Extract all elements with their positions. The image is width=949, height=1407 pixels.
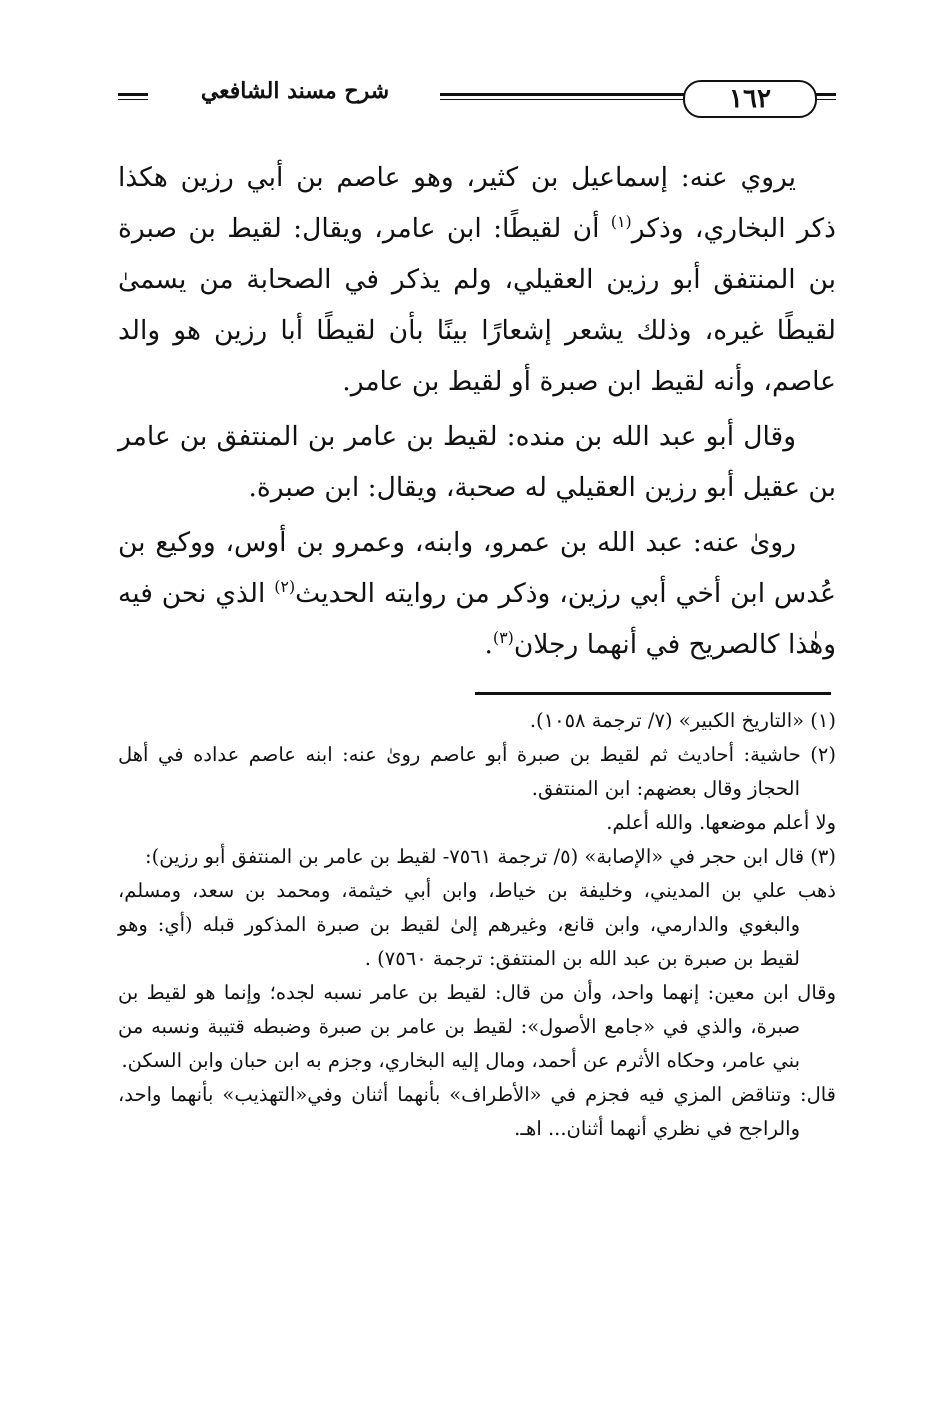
paragraph-text: أن لقيطًا: ابن عامر، ويقال: لقيط بن صبرة بن المنتفق أبو رزين العقيلي، ولم يذكر في الصحابة من يسمىٰ لقيطًا غيره، وذلك يشعر إشعارًا بينًا بأن لقيطًا أبا رزين هو والد عاصم، وأنه لقيط ابن صبرة أو لقيط بن عامر. (118, 213, 836, 397)
footnote-3-para: قال: وتناقض المزي فيه فجزم في «الأطراف» بأنهما أثنان وفي«التهذيب» بأنهما واحد، والراجح في نظري أنهما أثنان... اهـ. (118, 1083, 836, 1140)
paragraph (118, 517, 836, 670)
footnote-2: (٢) حاشية: أحاديث ثم لقيط بن صبرة أبو عاصم رویٰ عنه: ابنه عاصم عداده في أهل الحجاز وقال بعضهم: ابن المنتفق. (118, 743, 836, 800)
footnote-3-para: ذهب علي بن المديني، وخليفة بن خياط، وابن أبي خيثمة، ومحمد بن سعد، ومسلم، والبغوي والدارمي، وابن قانع، وغيرهم إلىٰ لقيط بن صبرة المذكور قبله (أي: وهو لقيط بن صبرة بن عبد الله بن المنتفق: ترجمة ٧٥٦٠) . (118, 879, 836, 970)
footnote-marker: (٣) (492, 628, 514, 648)
paragraph-text: يروي عنه: إسماعيل بن كثير، وهو عاصم بن أبي رزين هكذا ذكر البخاري، وذكر (118, 162, 836, 244)
footnote-marker: (١) (610, 212, 632, 232)
main-text (118, 152, 836, 670)
running-title: شرح مسند الشافعي (200, 78, 390, 104)
paragraph (118, 152, 836, 407)
footnote-1: (١) «التاريخ الكبير» (٧/ ترجمة ١٠٥٨). (529, 709, 836, 732)
page-number: ١٦٢ (683, 80, 817, 118)
footnote-2-note: ولا أعلم موضعها. والله أعلم. (606, 811, 836, 834)
paragraph-text: . (484, 629, 493, 660)
paragraph-text: رویٰ عنه: عبد الله بن عمرو، وابنه، وعمرو بن أوس، ووكيع بن عُدس ابن أخي أبي رزين، وذكر من روايته الحديث (118, 527, 836, 609)
page-header (118, 76, 836, 120)
footnotes (118, 704, 836, 1146)
paragraph-text: الذي نحن فيه وهٰذا كالصريح في أنهما رجلان (118, 578, 836, 660)
footnote-separator (475, 692, 831, 695)
footnote-3: (٣) قال ابن حجر في «الإصابة» (٥/ ترجمة ٧٥٦١- لقيط بن عامر بن المنتفق أبو رزين): (145, 845, 836, 868)
footnote-3-para: وقال ابن معين: إنهما واحد، وأن من قال: لقيط بن عامر نسبه لجده؛ وإنما هو لقيط بن صبرة، والذي في «جامع الأصول»: لقيط بن عامر بن صبرة وضبطه قتيبة ونسبه من بني عامر، وحكاه الأثرم عن أحمد، ومال إليه البخاري، وجزم به ابن حبان وابن السكن. (118, 981, 836, 1072)
paragraph: وقال أبو عبد الله بن منده: لقيط بن عامر بن المنتفق بن عامر بن عقيل أبو رزين العقيلي له صحبة، ويقال: ابن صبرة. (118, 421, 836, 503)
footnote-marker: (٢) (274, 577, 296, 597)
header-rule-left (118, 93, 148, 100)
